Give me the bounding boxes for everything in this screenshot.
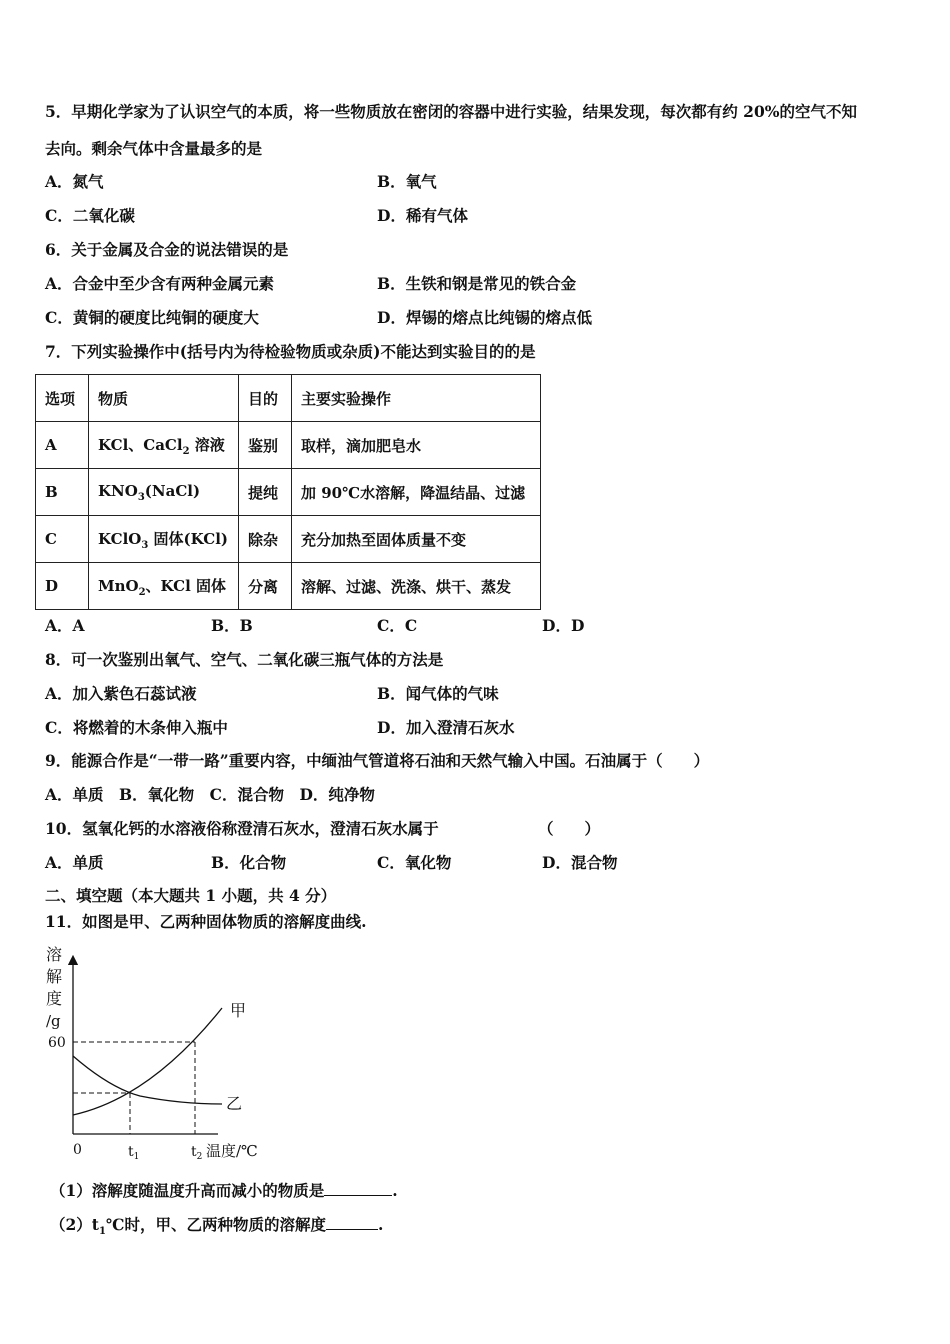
table-cell-option: B [36,469,89,516]
q6-option-a: A．合金中至少含有两种金属元素 [45,274,275,293]
experiment-table [35,374,541,610]
q8-stem: 8．可一次鉴别出氧气、空气、二氧化碳三瓶气体的方法是 [45,650,444,669]
q10-stem: 10．氢氧化钙的水溶液俗称澄清石灰水，澄清石灰水属于 [45,819,439,838]
q11-stem: 11．如图是甲、乙两种固体物质的溶解度曲线. [45,912,367,931]
q7-option-d: D．D [542,616,585,635]
q5-stem-line1: 5．早期化学家为了认识空气的本质，将一些物质放在密闭的容器中进行实验，结果发现，每次都有约 20%的空气不知 [45,102,857,121]
curve-label-yi: 乙 [226,1094,243,1113]
table-cell-option: C [36,516,89,563]
q5-option-b: B．氧气 [377,172,437,191]
table-row [36,516,541,563]
table-cell-operation: 充分加热至固体质量不变 [292,516,541,563]
q10-option-c: C．氧化物 [377,853,452,872]
y-axis-label-char: 解 [46,967,63,986]
q6-stem: 6．关于金属及合金的说法错误的是 [45,240,289,259]
q7-option-b: B．B [211,616,253,635]
table-cell-aim: 除杂 [239,516,292,563]
table-header-row [36,375,541,422]
q5-option-a: A．氮气 [45,172,104,191]
q6-option-d: D．焊锡的熔点比纯锡的熔点低 [377,308,592,327]
q6-option-b: B．生铁和钢是常见的铁合金 [377,274,577,293]
y-axis-label-char: 溶 [46,945,63,964]
table-header-cell: 选项 [36,375,89,422]
table-cell-option: A [36,422,89,469]
q10-answer-paren: （ ） [538,819,601,838]
y-axis-label-char: 度 [46,989,63,1008]
table-cell-aim: 分离 [239,563,292,610]
table-row [36,563,541,610]
curve-jia [73,1008,222,1115]
q6-option-c: C．黄铜的硬度比纯铜的硬度大 [45,308,259,327]
table-cell-substance: KCl、CaCl$_2$ 溶液 [89,422,239,469]
q9-options: A．单质 B．氧化物 C．混合物 D．纯净物 [45,785,375,804]
q8-option-d: D．加入澄清石灰水 [377,718,515,737]
q11-sub2: $(2)t_1℃$时，甲、乙两种物质的溶解度 . [50,1215,384,1238]
q5-option-c: C．二氧化碳 [45,206,135,225]
q8-option-c: C．将燃着的木条伸入瓶中 [45,718,228,737]
q11-sub1: （1）溶解度随温度升高而减小的物质是 . [50,1181,398,1200]
table-cell-operation: 取样，滴加肥皂水 [292,422,541,469]
q7-option-c: C．C [377,616,418,635]
origin-label: 0 [73,1142,82,1158]
table-cell-option: D [36,563,89,610]
table-cell-substance: $KNO_3(NaCl)$ [89,469,239,516]
y-axis-label-char: /g [46,1012,61,1030]
answer-blank-2[interactable] [326,1213,378,1230]
curve-label-jia: 甲 [230,1001,247,1020]
table-cell-aim: 鉴别 [239,422,292,469]
table-header-cell: 物质 [89,375,239,422]
table-header-cell: 主要实验操作 [292,375,541,422]
table-cell-aim: 提纯 [239,469,292,516]
q10-option-b: B．化合物 [211,853,287,872]
x-tick-t1: $t_1$ [128,1144,140,1162]
q10-option-a: A．单质 [45,853,104,872]
q5-stem-line2: 去向。剩余气体中含量最多的是 [45,139,263,158]
q7-stem: 7．下列实验操作中(括号内为待检验物质或杂质)不能达到实验目的的是 [45,342,536,361]
table-row [36,469,541,516]
q8-option-b: B．闻气体的气味 [377,684,499,703]
y-tick-60: 60 [48,1035,66,1051]
solubility-graph [40,938,280,1168]
table-header-cell: 目的 [239,375,292,422]
table-cell-substance: KClO$_3$ 固体(KCl) [89,516,239,563]
q8-option-a: A．加入紫色石蕊试液 [45,684,197,703]
answer-blank-1[interactable] [324,1179,392,1196]
x-axis-label: 温度/℃ [206,1142,258,1160]
x-tick-t2: $t_2$ [191,1144,203,1162]
table-cell-operation: 溶解、过滤、洗涤、烘干、蒸发 [292,563,541,610]
table-cell-operation: 加 90℃水溶解，降温结晶、过滤 [292,469,541,516]
table-cell-substance: MnO$_2$、KCl 固体 [89,563,239,610]
q5-option-d: D．稀有气体 [377,206,468,225]
q7-option-a: A．A [45,616,85,635]
table-row [36,422,541,469]
q9-stem: 9．能源合作是“一带一路”重要内容，中缅油气管道将石油和天然气输入中国。石油属于（ ） [45,751,710,770]
section-title: 二、填空题（本大题共 1 小题，共 4 分） [45,886,337,905]
q10-option-d: D．混合物 [542,853,618,872]
